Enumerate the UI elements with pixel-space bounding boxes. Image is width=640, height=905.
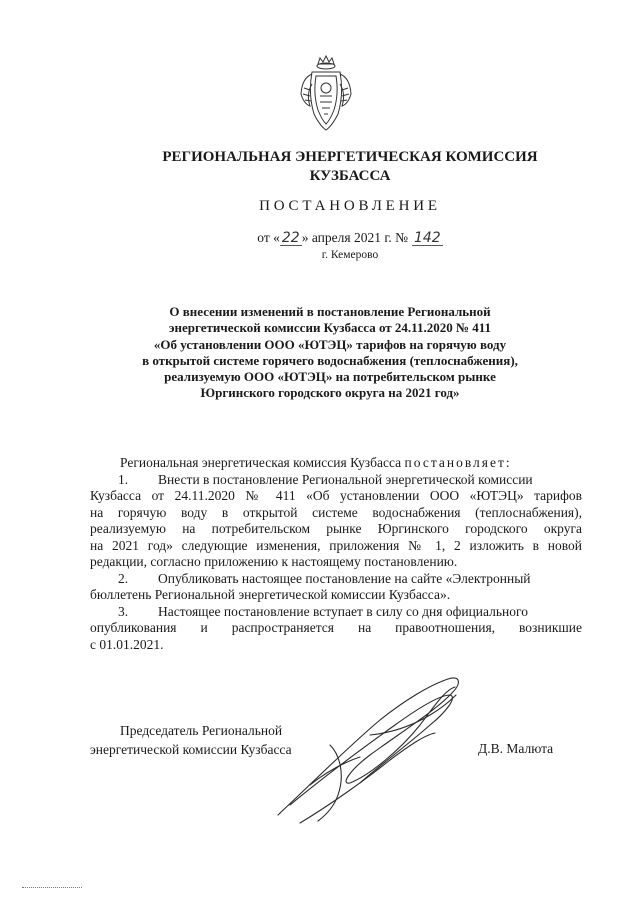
paragraph-2-number: 2.	[118, 570, 129, 586]
paragraph-2-line: Опубликовать настоящее постановление на сайте «Электронный	[158, 570, 531, 586]
intro-text: Региональная энергетическая комиссия Кузбасса	[120, 455, 402, 470]
paragraph-1-first-line	[90, 472, 582, 489]
signatory-position-line-1: Председатель Региональной	[120, 723, 283, 738]
paragraph-1-number: 1.	[118, 471, 129, 487]
handwritten-signature	[270, 665, 480, 830]
subject-line: в открытой системе горячего водоснабжения (теплоснабжения),	[142, 352, 518, 368]
date-line	[200, 230, 500, 246]
subject-line: энергетической комиссии Кузбасса от 24.11.2020 № 411	[168, 320, 492, 336]
paragraph-1-line: Кузбасса от 24.11.2020 № 411 «Об установлении ООО «ЮТЭЦ» тарифов	[90, 488, 582, 503]
paragraph-1-line: Внести в постановление Региональной энергетической комиссии	[158, 471, 533, 487]
paragraph-2-line: бюллетень Региональной энергетической комиссии Кузбасса».	[90, 587, 451, 602]
paragraph-3-number: 3.	[118, 603, 129, 619]
org-line-2: КУЗБАССА	[309, 168, 391, 184]
subject-line: Юргинского городского округа на 2021 год»	[200, 385, 460, 401]
date-middle: » апреля 2021 г. №	[301, 230, 408, 245]
footer-mark	[22, 887, 82, 888]
city: г. Кемерово	[321, 249, 379, 261]
paragraph-1-line: на 2021 год» следующие изменения, приложения № 1, 2 изложить в новой	[90, 537, 582, 553]
document-type: ПОСТАНОВЛЕНИЕ	[259, 198, 441, 214]
paragraph-3-first-line	[90, 604, 582, 621]
date-day: 22	[281, 230, 300, 246]
org-line-1: РЕГИОНАЛЬНАЯ ЭНЕРГЕТИЧЕСКАЯ КОМИССИЯ	[162, 149, 538, 165]
subject-line: реализуемую ООО «ЮТЭЦ» на потребительском рынке	[164, 369, 496, 385]
paragraph-1-line: на горячую воду в открытой системе водоснабжения (теплоснабжения),	[90, 504, 582, 520]
paragraph-3-line: с 01.01.2021.	[90, 636, 164, 652]
paragraph-1-line: реализуемую на потребительском рынке Юргинского городского округа	[90, 521, 582, 536]
signatory-name: Д.В. Малюта	[478, 741, 554, 756]
intro-decree: постановляет:	[404, 455, 512, 470]
paragraph-1-line: редакции, согласно приложению к настоящему постановлению.	[90, 554, 458, 569]
organization-name	[150, 148, 550, 186]
signatory-position-line-2: энергетической комиссии Кузбасса	[90, 741, 292, 757]
paragraph-3-line: Настоящее постановление вступает в силу со дня официального	[158, 603, 528, 619]
paragraph-3-line: опубликования и распространяется на правоотношения, возникшие	[90, 620, 582, 635]
paragraph-2-first-line	[90, 571, 582, 588]
document-subject	[110, 304, 550, 402]
subject-line: О внесении изменений в постановление Региональной	[169, 304, 491, 319]
coat-of-arms-icon	[298, 54, 354, 134]
date-prefix: от «	[257, 230, 280, 245]
document-number: 142	[413, 230, 441, 246]
document-body	[90, 455, 582, 653]
intro-line	[90, 455, 582, 472]
subject-line: «Об установлении ООО «ЮТЭЦ» тарифов на горячую воду	[153, 336, 507, 352]
